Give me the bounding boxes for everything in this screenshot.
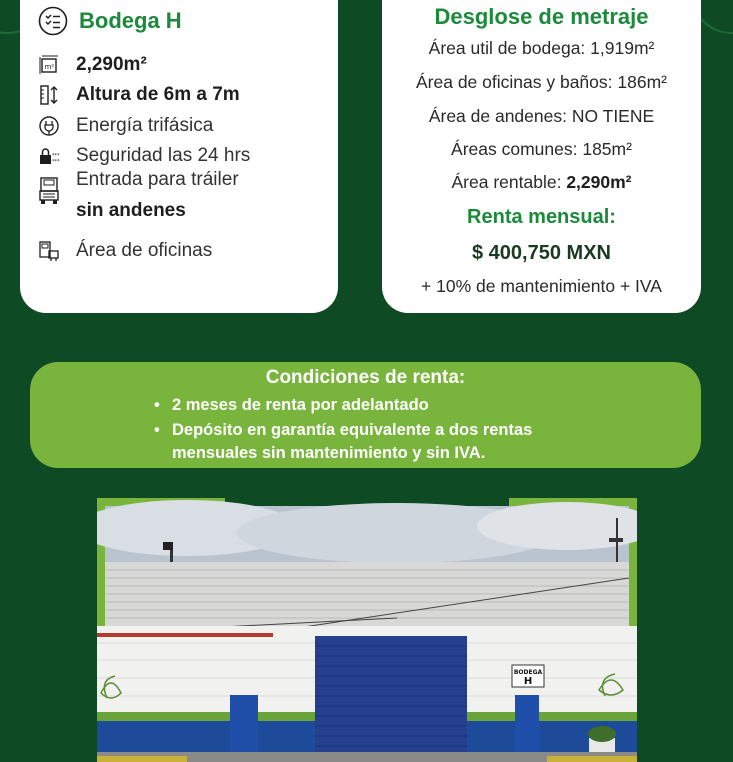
conditions-list xyxy=(152,394,592,467)
breakdown-title: Desglose de metraje xyxy=(434,4,649,29)
warehouse-photo xyxy=(97,498,637,762)
svg-text:***: *** xyxy=(52,153,60,159)
rolling-shutter-door xyxy=(315,636,467,752)
feature-area xyxy=(38,54,147,76)
feature-height xyxy=(38,84,240,106)
breakdown-line: Área de oficinas y baños: 186m² xyxy=(416,72,667,92)
svg-text:m²: m² xyxy=(44,63,55,71)
sign-text: BODEGA xyxy=(513,669,543,676)
rentable-label: Área rentable: xyxy=(451,172,562,192)
feature-text: Área de oficinas xyxy=(76,240,213,261)
feature-trailer xyxy=(38,169,239,222)
checklist-icon xyxy=(38,6,68,36)
rentable-area xyxy=(382,172,701,193)
rental-conditions-banner xyxy=(30,362,701,468)
side-door xyxy=(230,695,258,752)
feature-text: Entrada para tráiler xyxy=(76,169,239,190)
electric-plug-icon xyxy=(38,115,60,137)
breakdown-line: Área de andenes: NO TIENE xyxy=(428,106,655,126)
breakdown-line: Áreas comunes: 185m² xyxy=(451,139,632,159)
lamp-post xyxy=(170,548,173,564)
feature-text: 2,290m² xyxy=(76,54,147,75)
security-lock-icon xyxy=(38,145,60,167)
rent-note: + 10% de mantenimiento + IVA xyxy=(421,276,662,296)
rent-title: Renta mensual: xyxy=(467,206,616,228)
area-breakdown-card xyxy=(382,0,701,313)
conditions-title: Condiciones de renta: xyxy=(265,367,466,388)
feature-offices xyxy=(38,240,212,262)
height-icon xyxy=(38,84,60,106)
feature-security xyxy=(38,145,250,167)
breakdown-line: Área util de bodega: 1,919m² xyxy=(428,38,655,58)
feature-text: Seguridad las 24 hrs xyxy=(76,145,251,166)
area-m2-icon xyxy=(38,54,60,76)
feature-text: Altura de 6m a 7m xyxy=(76,84,240,105)
property-features-card xyxy=(20,0,338,313)
property-title: Bodega H xyxy=(79,8,182,33)
office-icon xyxy=(38,240,60,262)
feature-power xyxy=(38,115,213,137)
svg-text:***: *** xyxy=(52,159,60,165)
truck-icon xyxy=(38,176,60,206)
condition-item: • 2 meses de renta por adelantado xyxy=(152,394,592,417)
condition-item: • Depósito en garantía equivalente a dos rentas mensuales sin mantenimiento y sin IVA. xyxy=(152,419,592,465)
rent-amount: $ 400,750 MXN xyxy=(472,242,611,264)
feature-text: Energía trifásica xyxy=(76,115,214,136)
feature-text: sin andenes xyxy=(76,200,186,221)
sign-text: H xyxy=(523,676,533,687)
side-door xyxy=(515,695,539,752)
rentable-value: 2,290m² xyxy=(566,172,632,192)
